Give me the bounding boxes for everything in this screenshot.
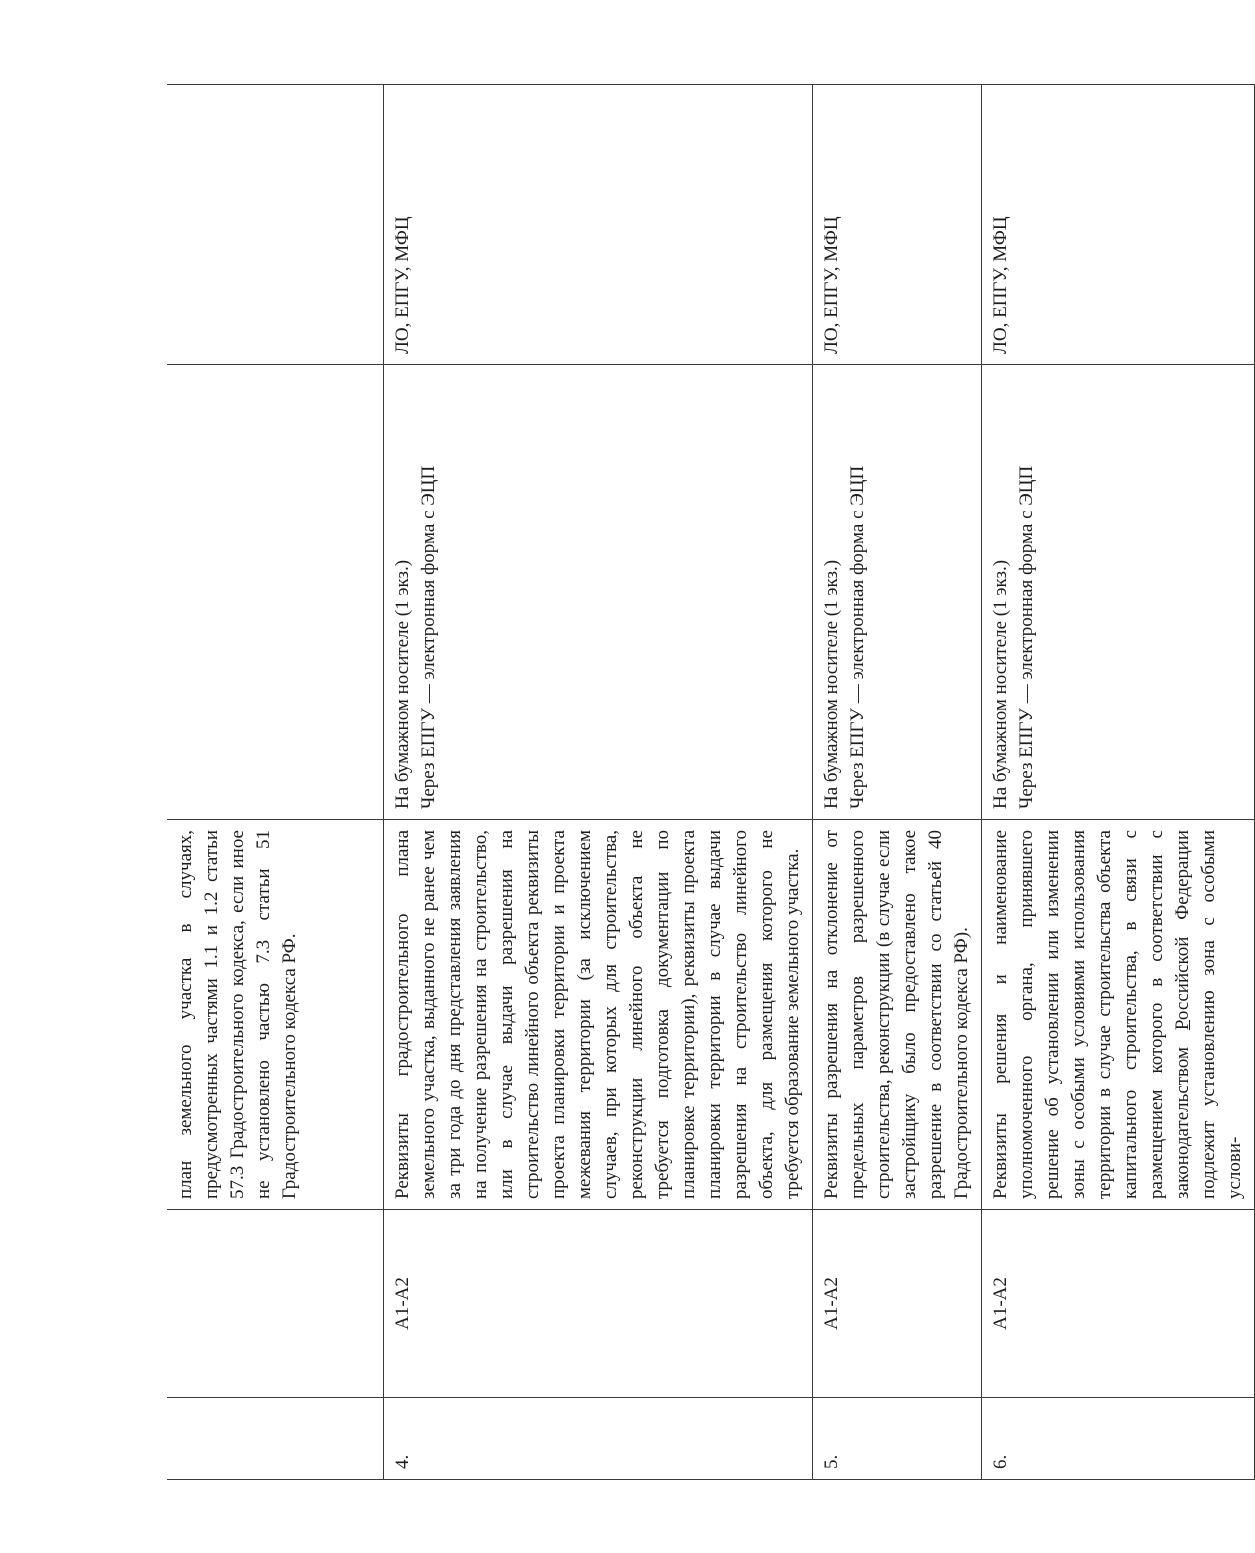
table-row (383, 85, 812, 1480)
row-number (167, 1398, 383, 1480)
row-code (167, 1210, 383, 1398)
form-electronic: Через ЕПГУ — электронная форма с ЭЦП (1015, 465, 1037, 809)
row-description: Реквизиты градостроительного плана земельного участка, выданного не ранее чем за три года до дня представления заявления на получение разрешения на строительство, или в случае выдачи разрешения на строительство линейного объекта реквизиты проекта планировки территории и проекта межевания территории (за исключением случаев, при которых для строительства, реконструкции линейного объекта не требуется подготовка документации по планировке территории), реквизиты проекта планировки территории в случае выдачи разрешения на строительство линейного объекта, для размещения которого не требуется образование земельного участка. (383, 820, 812, 1210)
row-description: план земельного участка в случаях, предусмотренных частями 1.1 и 1.2 статьи 57.3 Градостроительного кодекса, если иное не установлено частью 7.3 статьи 51 Градостроительного кодекса РФ. (167, 820, 383, 1210)
row-channel: ЛО, ЕПГУ, МФЦ (812, 85, 981, 365)
row-form (383, 365, 812, 820)
row-code: А1-А2 (383, 1210, 812, 1398)
form-paper: На бумажном носителе (1 экз.) (820, 559, 842, 809)
row-code: А1-А2 (981, 1210, 1254, 1398)
form-paper: На бумажном носителе (1 экз.) (391, 559, 413, 809)
text-end: оссийской Федерации подлежит установлению зона с особыми услови- (1171, 830, 1245, 1199)
table-row (981, 85, 1254, 1480)
text-start: Реквизиты решения и наименование уполномоченного органа, принявшего решение об установлении или изменении зоны с особыми условиями использования территории в случае строительства объекта капитального строительства, в связи с размещением которого в соответствии с законодательством (989, 830, 1193, 1199)
row-channel (167, 85, 383, 365)
row-code: А1-А2 (812, 1210, 981, 1398)
form-electronic: Через ЕПГУ — электронная форма с ЭЦП (417, 465, 439, 809)
row-form (981, 365, 1254, 820)
table-row (812, 85, 981, 1480)
row-number: 5. (812, 1398, 981, 1480)
text-underlined: Р (1171, 1020, 1193, 1031)
row-description (981, 820, 1254, 1210)
row-number: 6. (981, 1398, 1254, 1480)
row-channel: ЛО, ЕПГУ, МФЦ (981, 85, 1254, 365)
form-electronic: Через ЕПГУ — электронная форма с ЭЦП (846, 465, 868, 809)
row-description: Реквизиты разрешения на отклонение от предельных параметров разрешенного строительства, реконструкции (в случае если застройщику было предоставлено такое разрешение в соответствии со статьей 40 Градостроительного кодекса РФ). (812, 820, 981, 1210)
documents-table (167, 84, 1255, 1480)
row-form (812, 365, 981, 820)
form-paper: На бумажном носителе (1 экз.) (989, 559, 1011, 809)
row-form (167, 365, 383, 820)
row-number: 4. (383, 1398, 812, 1480)
document-page (167, 85, 1245, 1480)
row-channel: ЛО, ЕПГУ, МФЦ (383, 85, 812, 365)
table-row-continuation (167, 85, 383, 1480)
